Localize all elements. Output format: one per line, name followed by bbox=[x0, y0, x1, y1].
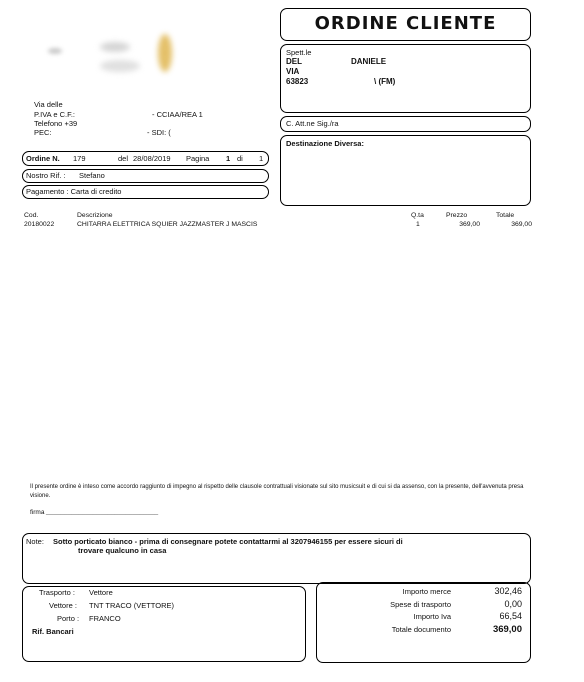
transport-value: Vettore bbox=[89, 588, 113, 597]
col-header-qty: Q.ta bbox=[411, 212, 424, 219]
order-date: 28/08/2019 bbox=[133, 154, 171, 163]
notes-label: Note: bbox=[26, 537, 44, 546]
recipient-province: \ (FM) bbox=[374, 77, 396, 86]
recipient-cap: 63823 bbox=[286, 77, 309, 86]
total-label-goods: Importo merce bbox=[402, 587, 451, 596]
bank-ref-label: Rif. Bancari bbox=[32, 627, 74, 636]
order-pages: 1 bbox=[259, 154, 264, 163]
reference-value: Stefano bbox=[79, 171, 105, 180]
notes-box bbox=[22, 533, 531, 584]
reference-box bbox=[22, 169, 269, 183]
port-value: FRANCO bbox=[89, 614, 121, 623]
order-date-label: del bbox=[118, 154, 129, 163]
order-of-label: di bbox=[237, 154, 243, 163]
company-sdi: - SDI: ( bbox=[147, 128, 171, 137]
recipient-line1-b: DANIELE bbox=[351, 57, 387, 66]
col-header-code: Cod. bbox=[24, 212, 39, 219]
attention-box bbox=[280, 116, 531, 132]
recipient-heading: Spett.le bbox=[286, 48, 312, 57]
col-header-price: Prezzo bbox=[446, 212, 468, 219]
recipient-box bbox=[280, 44, 531, 113]
total-label-document: Totale documento bbox=[391, 625, 451, 634]
recipient-line1-a: DEL bbox=[286, 57, 302, 66]
row-qty: 1 bbox=[416, 221, 420, 228]
order-info-box bbox=[22, 151, 269, 166]
document-title: ORDINE CLIENTE bbox=[280, 8, 531, 41]
total-value-document: 369,00 bbox=[492, 624, 522, 635]
order-number-label: Ordine N. bbox=[26, 154, 60, 163]
total-value-shipping: 0,00 bbox=[504, 599, 522, 609]
totals-box bbox=[316, 582, 531, 663]
row-price: 369,00 bbox=[459, 221, 480, 228]
row-description: CHITARRA ELETTRICA SQUIER JAZZMASTER J MASCIS bbox=[77, 221, 258, 228]
row-total: 369,00 bbox=[511, 221, 532, 228]
carrier-value: TNT TRACO (VETTORE) bbox=[89, 601, 175, 610]
order-page: 1 bbox=[226, 154, 231, 163]
order-number: 179 bbox=[73, 154, 86, 163]
destination-box bbox=[280, 135, 531, 206]
company-phone: Telefono +39 bbox=[34, 119, 78, 128]
order-page-label: Pagina bbox=[186, 154, 210, 163]
signature-line: _______________________________ bbox=[46, 508, 159, 515]
signature-label: firma bbox=[30, 509, 45, 516]
company-cciaa: - CCIAA/REA 1 bbox=[152, 110, 203, 119]
reference-label: Nostro Rif. : bbox=[26, 171, 66, 180]
payment-box bbox=[22, 185, 269, 199]
total-value-goods: 302,46 bbox=[494, 586, 522, 596]
transport-label: Trasporto : bbox=[39, 588, 75, 597]
destination-label: Destinazione Diversa: bbox=[286, 139, 364, 148]
company-logo bbox=[40, 28, 190, 83]
notes-line1: Sotto porticato bianco - prima di consegnare potete contattarmi al 3207946155 per essere sicuri di bbox=[53, 537, 403, 546]
row-code: 20180022 bbox=[24, 221, 55, 228]
col-header-total: Totale bbox=[496, 212, 515, 219]
total-label-shipping: Spese di trasporto bbox=[390, 600, 451, 609]
col-header-description: Descrizione bbox=[77, 212, 113, 219]
recipient-line2: VIA bbox=[286, 67, 300, 76]
company-pec: PEC: bbox=[34, 128, 52, 137]
carrier-label: Vettore : bbox=[49, 601, 77, 610]
total-value-vat: 66,54 bbox=[499, 611, 522, 621]
company-address: Via delle bbox=[34, 100, 63, 109]
notes-line2: trovare qualcuno in casa bbox=[78, 546, 167, 555]
total-label-vat: Importo Iva bbox=[413, 612, 451, 621]
disclaimer-text: Il presente ordine è inteso come accordo raggiunto di impegno al rispetto delle clausole contrattuali visionate sul sito musicsuit e di cui si da assenso, con la presente, dell'avvenuta presa visione. bbox=[30, 484, 524, 499]
shipping-box bbox=[22, 586, 306, 662]
payment-label: Pagamento : Carta di credito bbox=[26, 187, 122, 196]
company-vat: P.IVA e C.F.: bbox=[34, 110, 75, 119]
attention-label: C. Att.ne Sig./ra bbox=[286, 119, 339, 128]
port-label: Porto : bbox=[57, 614, 80, 623]
